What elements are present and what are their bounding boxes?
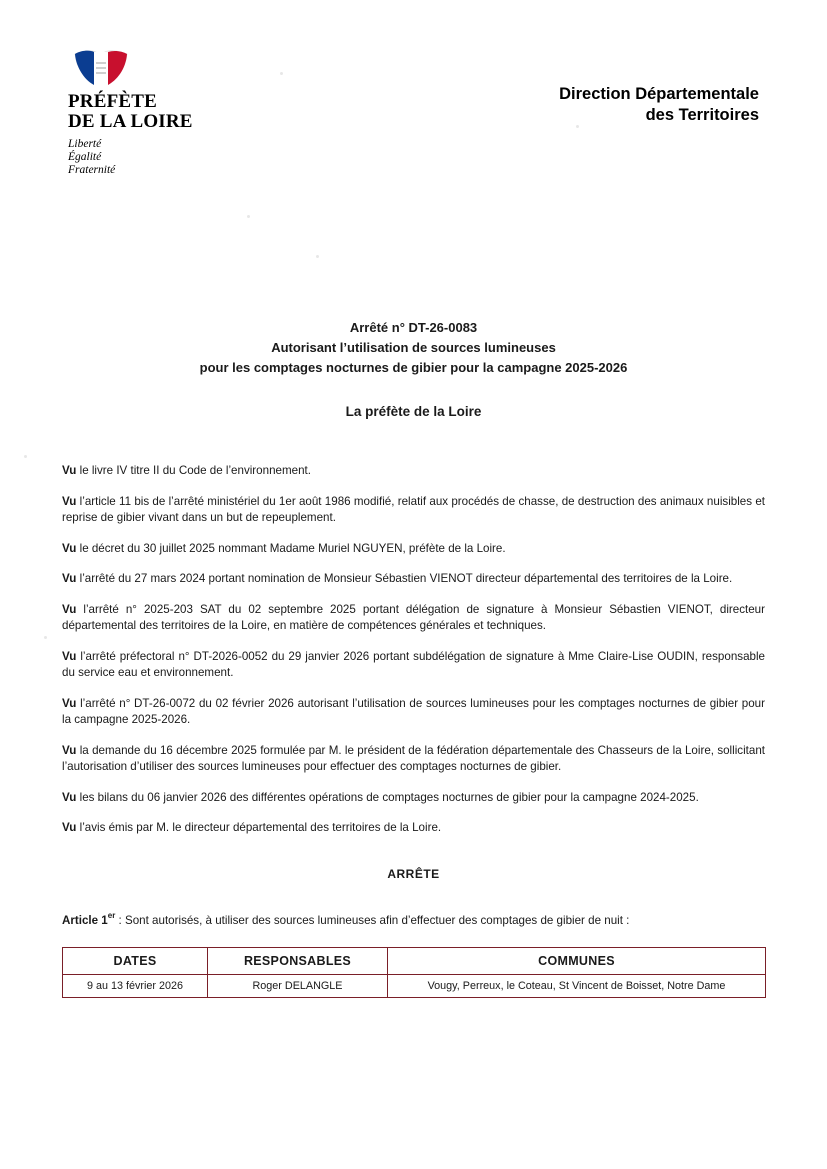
issuing-authority: La préfète de la Loire <box>345 404 482 419</box>
cell-communes: Vougy, Perreux, le Coteau, St Vincent de Boisset, Notre Dame <box>388 974 766 997</box>
decree-subject-line2: pour les comptages nocturnes de gibier pour la campagne 2025-2026 <box>199 360 628 375</box>
visa-text: les bilans du 06 janvier 2026 des différentes opérations de comptages nocturnes de gibier pour la campagne 2024-2025. <box>76 790 699 804</box>
motto-fraternite: Fraternité <box>68 164 116 176</box>
article-label-sup: er <box>107 911 116 921</box>
authorized-counts-table <box>62 947 766 998</box>
republic-motto <box>68 138 368 177</box>
visa-item <box>62 494 765 527</box>
decree-subject-line1: Autorisant l’utilisation de sources lumineuses <box>271 340 556 355</box>
visa-text: la demande du 16 décembre 2025 formulée par M. le président de la fédération départementale des Chasseurs de la Loire, sollicitant l’autorisation d’utiliser des sources lumineuses pour effectuer des comptages nocturnes de gibier. <box>62 743 765 773</box>
scan-speck <box>24 455 27 458</box>
visa-text: l’article 11 bis de l’arrêté ministériel du 1er août 1986 modifié, relatif aux procédés de chasse, de destruction des animaux nuisibles et reprise de gibier vivant dans un but de repeuplement. <box>62 494 765 524</box>
visa-prefix: Vu <box>62 602 77 616</box>
visa-list <box>62 463 765 837</box>
visa-text: l’arrêté n° DT-26-0072 du 02 février 2026 autorisant l’utilisation de sources lumineuses pour les comptages nocturnes de gibier pour la campagne 2025-2026. <box>62 696 765 726</box>
visa-text: l’arrêté n° 2025-203 SAT du 02 septembre 2025 portant délégation de signature à Monsieur Sébastien VIENOT, directeur départemental des territoires de la Loire, en matière de compétences générales et techniques. <box>62 602 765 632</box>
visa-text: l’avis émis par M. le directeur départemental des territoires de la Loire. <box>76 821 442 834</box>
logo-title <box>68 92 368 132</box>
column-header-responsables: RESPONSABLES <box>208 947 388 974</box>
article-text: : Sont autorisés, à utiliser des sources lumineuses afin d’effectuer des comptages de gibier de nuit : <box>115 913 630 927</box>
visa-item <box>62 541 765 558</box>
visa-prefix: Vu <box>62 696 77 710</box>
visa-item <box>62 820 765 837</box>
scan-speck <box>576 125 579 128</box>
visa-item <box>62 602 765 635</box>
french-flag-icon <box>72 48 130 88</box>
table-header-row <box>63 947 766 974</box>
visa-item <box>62 790 765 807</box>
document-header <box>62 48 765 176</box>
table-row <box>63 974 766 997</box>
page-title <box>62 318 765 378</box>
motto-egalite: Égalité <box>68 151 102 163</box>
visa-text: le décret du 30 juillet 2025 nommant Madame Muriel NGUYEN, préfète de la Loire. <box>76 541 506 555</box>
visa-prefix: Vu <box>62 494 77 508</box>
column-header-communes: COMMUNES <box>388 947 766 974</box>
visa-prefix: Vu <box>62 541 77 555</box>
decision-heading: ARRÊTE <box>387 866 440 881</box>
scan-speck <box>280 72 283 75</box>
visa-item <box>62 571 765 588</box>
scan-speck <box>316 255 319 258</box>
visa-item <box>62 649 765 682</box>
article-label: Article 1 <box>62 913 108 927</box>
dept-title-line2: des Territoires <box>645 106 759 124</box>
column-header-dates: DATES <box>63 947 208 974</box>
visa-item <box>62 743 765 776</box>
logo-title-line2: DE LA LOIRE <box>68 111 193 132</box>
visa-text: l’arrêté du 27 mars 2024 portant nomination de Monsieur Sébastien VIENOT directeur départemental des territoires de la Loire. <box>76 572 733 585</box>
scan-speck <box>247 215 250 218</box>
visa-prefix: Vu <box>62 649 77 663</box>
visa-prefix: Vu <box>62 821 77 834</box>
motto-liberte: Liberté <box>68 138 102 150</box>
visa-prefix: Vu <box>62 464 77 477</box>
visa-prefix: Vu <box>62 790 77 804</box>
cell-dates: 9 au 13 février 2026 <box>63 974 208 997</box>
article-1 <box>62 909 765 929</box>
visa-item <box>62 463 765 480</box>
visa-text: l’arrêté préfectoral n° DT-2026-0052 du 29 janvier 2026 portant subdélégation de signature à Mme Claire-Lise OUDIN, responsable du service eau et environnement. <box>62 649 765 679</box>
visa-text: le livre IV titre II du Code de l’environnement. <box>76 464 311 477</box>
dept-title-line1: Direction Départementale <box>559 85 759 103</box>
visa-prefix: Vu <box>62 572 77 585</box>
republic-logo <box>62 48 368 177</box>
decree-number: Arrêté n° DT-26-0083 <box>349 320 478 335</box>
visa-prefix: Vu <box>62 743 77 757</box>
department-service-title <box>559 48 765 126</box>
cell-responsables: Roger DELANGLE <box>208 974 388 997</box>
logo-title-line1: PRÉFÈTE <box>68 91 158 112</box>
visa-item <box>62 696 765 729</box>
scan-speck <box>44 636 47 639</box>
